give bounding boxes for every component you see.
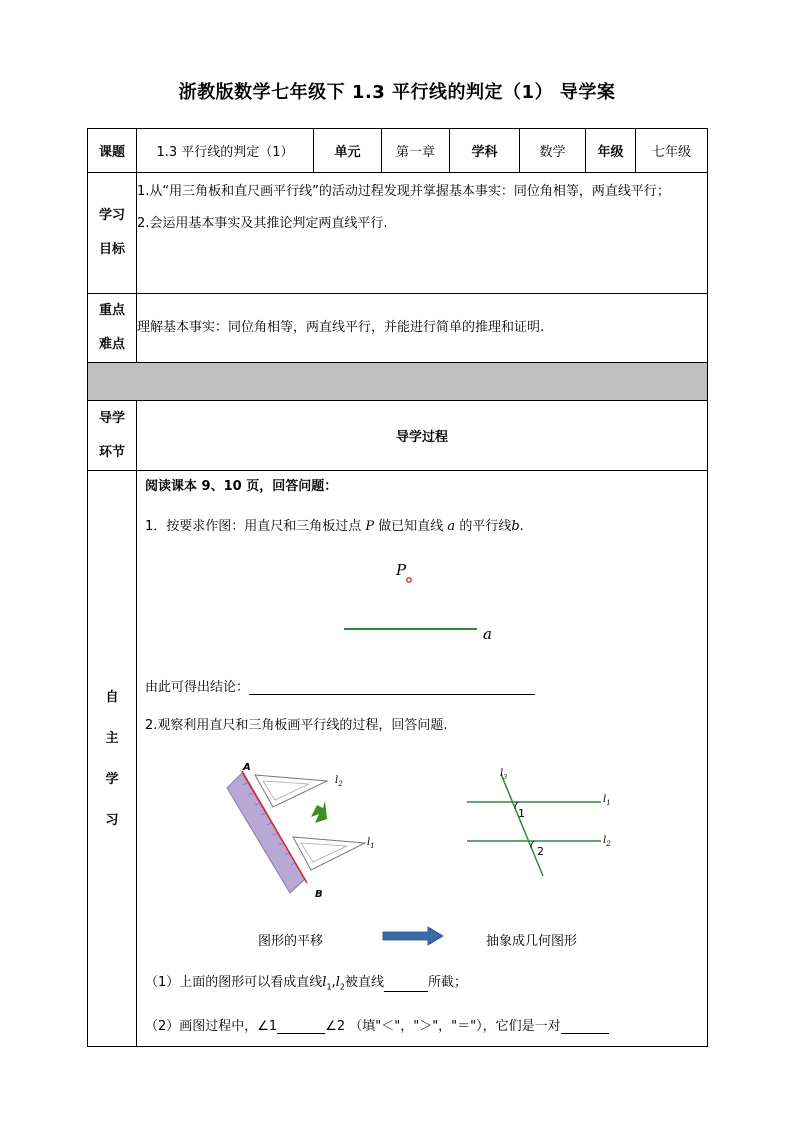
self-study-content [137, 471, 708, 1047]
keypoints-label-line2: 难点 [98, 337, 125, 352]
l2-right-letter: l [603, 835, 607, 846]
conclusion-text: 由此可得出结论： [145, 680, 250, 695]
l3-sub: 3 [503, 774, 508, 781]
sub1-text-end: 所截； [427, 975, 467, 990]
l1-left-sub: 1 [370, 842, 375, 850]
l2-left-letter: l [335, 775, 339, 786]
label-b: B [315, 889, 323, 900]
sub2-text: （2）画图过程中，∠1 [145, 1019, 278, 1034]
label-l1-left [367, 837, 375, 850]
topic-value: 1.3 平行线的判定（1） [137, 129, 314, 173]
self-study-char-1: 自 [105, 689, 119, 705]
sub1-comma: , [331, 975, 336, 990]
label-angle-2: 2 [537, 845, 544, 858]
header-row [88, 129, 708, 173]
sub1-l2-sub: 2 [339, 982, 345, 992]
lesson-table [87, 128, 708, 1047]
sub-question-1 [145, 971, 467, 992]
unit-label: 单元 [314, 129, 382, 173]
sub2-blank-2[interactable] [561, 1019, 609, 1034]
self-study-label [88, 471, 137, 1047]
goals-label [88, 173, 137, 294]
subject-label: 学科 [450, 129, 520, 173]
unit-value: 第一章 [382, 129, 450, 173]
l2-left-sub: 2 [338, 780, 343, 788]
gray-divider [88, 363, 708, 401]
goals-label-line1: 学习 [98, 208, 125, 223]
grade-value: 七年级 [636, 129, 708, 173]
conclusion-line [145, 676, 535, 695]
line-a [343, 626, 479, 632]
point-p-marker [405, 576, 413, 584]
goal-item-2: 2.会运用基本事实及其推论判定两直线平行. [137, 216, 388, 231]
keypoints-row [88, 294, 708, 363]
q1-text-3: 的平行线 [455, 519, 512, 534]
keypoints-label [88, 294, 137, 363]
sub1-l1-letter: l [322, 975, 327, 990]
parallel-lines-figure [465, 769, 615, 881]
keypoints-content: 理解基本事实：同位角相等，两直线平行，并能进行简单的推理和证明. [137, 294, 708, 363]
caption-abstract: 抽象成几何图形 [486, 934, 578, 949]
question-2: 2.观察利用直尺和三角板画平行线的过程，回答问题. [145, 718, 448, 733]
translation-figure [217, 753, 397, 898]
q1-text-end: . [519, 519, 524, 534]
point-p-label: P [396, 561, 407, 579]
goals-content [137, 173, 708, 294]
self-study-char-3: 学 [105, 771, 119, 787]
sub-question-2 [145, 1015, 609, 1034]
sub1-l1-sub: 1 [326, 982, 332, 992]
process-label [88, 401, 137, 471]
reading-instruction: 阅读课本 9、10 页，回答问题： [145, 479, 338, 494]
q1-text-2: 做已知直线 [374, 519, 448, 534]
q1-text-1: 1．按要求作图：用直尺和三角板过点 [145, 519, 366, 534]
line-a-label: a [483, 625, 492, 643]
sub1-blank[interactable] [384, 977, 428, 992]
l1-right-letter: l [603, 794, 607, 805]
conclusion-blank[interactable] [249, 680, 535, 695]
process-row [88, 401, 708, 471]
question-1 [145, 515, 524, 534]
gray-divider-row [88, 363, 708, 401]
sub1-text-2: 被直线 [344, 975, 384, 990]
label-l3 [500, 768, 507, 781]
sub2-blank-1[interactable] [277, 1019, 325, 1034]
topic-label: 课题 [88, 129, 137, 173]
l1-left-letter: l [367, 837, 371, 848]
keypoints-label-line1: 重点 [98, 303, 125, 318]
process-label-line2: 环节 [98, 444, 125, 460]
sub1-text: （1）上面的图形可以看成直线 [145, 975, 323, 990]
sub2-text-2: ∠2 （填"＜"，"＞"，"＝"），它们是一对 [325, 1019, 561, 1034]
self-study-char-4: 习 [105, 812, 119, 828]
goals-label-line2: 目标 [98, 242, 125, 257]
page-title: 浙教版数学七年级下 1.3 平行线的判定（1） 导学案 [178, 82, 616, 103]
label-angle-1: 1 [518, 807, 525, 820]
label-l1-right [603, 794, 611, 807]
l3-letter: l [500, 768, 504, 779]
label-l2-right [603, 835, 611, 848]
self-study-char-2: 主 [105, 730, 119, 746]
l2-right-sub: 2 [606, 840, 611, 848]
q1-line-a: a [447, 519, 456, 534]
q1-point-p: P [365, 519, 375, 534]
right-arrow-icon [382, 926, 444, 946]
goal-item-1: 1.从“用三角板和直尺画平行线”的活动过程发现并掌握基本事实：同位角相等，两直线平行； [137, 184, 670, 199]
self-study-row [88, 471, 708, 1047]
subject-value: 数学 [520, 129, 586, 173]
goals-row [88, 173, 708, 294]
l1-right-sub: 1 [606, 799, 611, 807]
process-heading: 导学过程 [137, 401, 708, 471]
label-l2-left [335, 775, 343, 788]
label-a: A [243, 762, 251, 773]
process-label-line1: 导学 [98, 410, 125, 426]
grade-label: 年级 [586, 129, 636, 173]
sub1-l2-letter: l [335, 975, 340, 990]
caption-translation: 图形的平移 [258, 934, 324, 949]
q1-line-b: b [511, 519, 520, 534]
